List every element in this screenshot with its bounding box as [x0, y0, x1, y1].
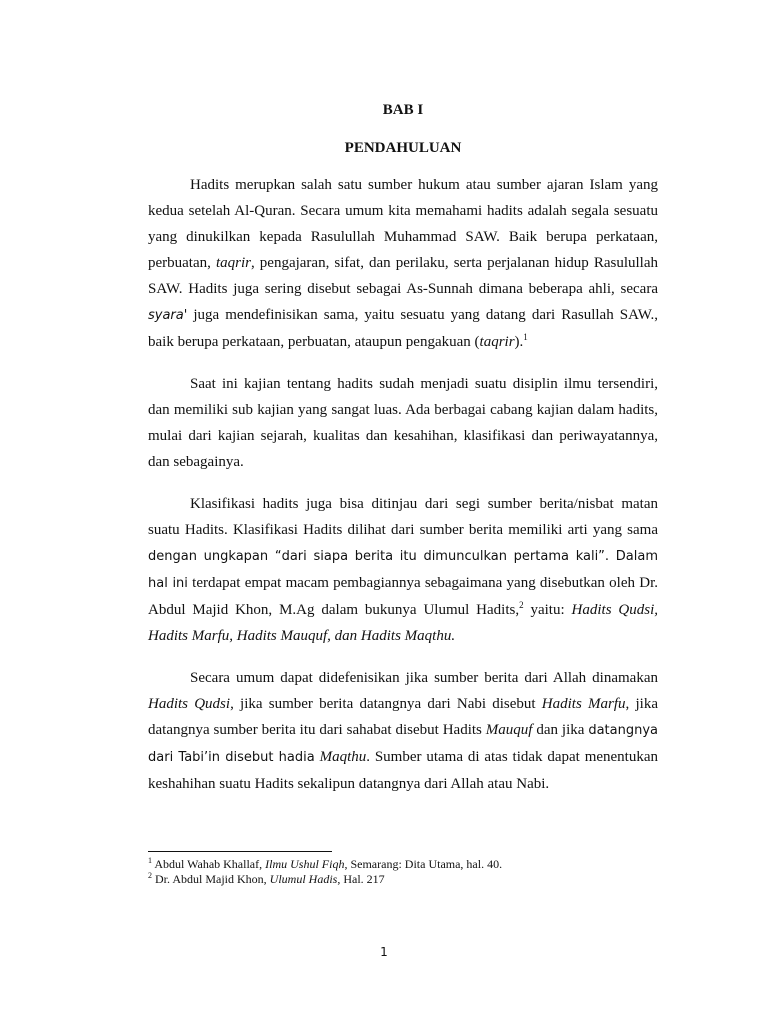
paragraph-text-alt-font: datangnya dari Tabi’in disebut hadia — [148, 723, 658, 765]
paragraph-text: dan jika — [532, 722, 589, 738]
paragraph-3 — [148, 491, 658, 649]
paragraph-text: , pengajaran, sifat, dan perilaku, serta perjalanan hidup Rasulullah SAW. Hadits juga sering disebut sebagai As-Sunnah dimana beberapa ahli, secara — [148, 255, 658, 297]
italic-term: Mauquf — [485, 722, 533, 738]
footnote-title: Ilmu Ushul Fiqh — [265, 857, 345, 871]
paragraph-text-alt-font: dengan ungkapan “dari siapa berita itu dimunculkan pertama kali”. Dalam hal ini — [148, 549, 658, 591]
paragraph-text: terdapat empat macam pembagiannya sebagaimana yang disebutkan oleh Dr. Abdul Majid Khon, M.Ag dalam bukunya Ulumul Hadits, — [148, 575, 658, 618]
paragraph-1 — [148, 172, 658, 355]
italic-term: Hadits Qudsi, Hadits Marfu, Hadits Mauquf, dan Hadits Maqthu. — [148, 602, 659, 644]
footnote-2 — [148, 872, 658, 887]
footnote-number: 1 — [148, 856, 152, 865]
paragraph-text: . Sumber utama di atas tidak dapat menentukan keshahihan suatu Hadits sekalipun datangnya dari Allah atau Nabi. — [148, 749, 659, 792]
paragraph-text: , jika sumber berita datangnya dari Nabi disebut — [230, 696, 542, 712]
footnote-text: Abdul Wahab Khallaf, — [152, 857, 266, 871]
paragraph-text: Hadits merupkan salah satu sumber hukum atau sumber ajaran Islam yang kedua setelah Al-Quran. Secara umum kita memahami hadits adalah segala sesuatu yang dinukilkan kepada Rasulullah Muhammad SAW. Baik berupa perkataan, perbuatan, — [148, 177, 658, 271]
footnote-text: , Hal. 217 — [337, 872, 385, 886]
footnote-separator — [148, 851, 332, 852]
italic-term: taqrir — [215, 255, 251, 271]
footnote-text: , Semarang: Dita Utama, hal. 40. — [344, 857, 503, 871]
paragraph-text: Klasifikasi hadits juga bisa ditinjau dari segi sumber berita/nisbat matan suatu Hadits. Klasifikasi Hadits dilihat dari sumber berita memiliki arti yang sama — [148, 496, 658, 538]
footnote-ref-1[interactable]: 1 — [523, 332, 528, 342]
footnote-1 — [148, 857, 658, 872]
italic-term: Hadits Qudsi — [148, 696, 231, 712]
paragraph-text: , jika datangnya sumber berita itu dari sahabat disebut Hadits — [148, 696, 658, 738]
footnotes — [148, 857, 658, 887]
chapter-title: PENDAHULUAN — [344, 140, 462, 156]
paragraph-text: juga mendefinisikan sama, yaitu sesuatu yang datang dari Rasullah SAW., baik berupa perkataan, perbuatan, ataupun pengakuan ( — [148, 307, 658, 350]
italic-term: taqrir — [479, 334, 515, 350]
paragraph-text: ). — [514, 334, 524, 350]
page-number: 1 — [380, 945, 388, 959]
chapter-heading: BAB I — [382, 102, 424, 118]
paragraph-text: yaitu: — [523, 602, 572, 618]
paragraph-2: Saat ini kajian tentang hadits sudah menjadi suatu disiplin ilmu tersendiri, dan memiliki sub kajian yang sangat luas. Ada berbagai cabang kajian dalam hadits, mulai dari kajian sejarah, kualitas dan kesahihan, klasifikasi dan periwayatannya, dan sebagainya. — [148, 376, 658, 470]
italic-term: Hadits Marfu — [541, 696, 626, 712]
footnote-ref-2[interactable]: 2 — [519, 600, 524, 610]
italic-term: Maqthu — [319, 749, 367, 765]
italic-term: syara' — [148, 308, 188, 323]
footnote-number: 2 — [148, 871, 152, 880]
footnote-text: Dr. Abdul Majid Khon, — [152, 872, 270, 886]
paragraph-text: Secara umum dapat didefenisikan jika sumber berita dari Allah dinamakan — [190, 670, 658, 686]
page-body — [148, 100, 658, 813]
paragraph-4 — [148, 665, 658, 797]
footnote-title: Ulumul Hadis — [269, 872, 338, 886]
